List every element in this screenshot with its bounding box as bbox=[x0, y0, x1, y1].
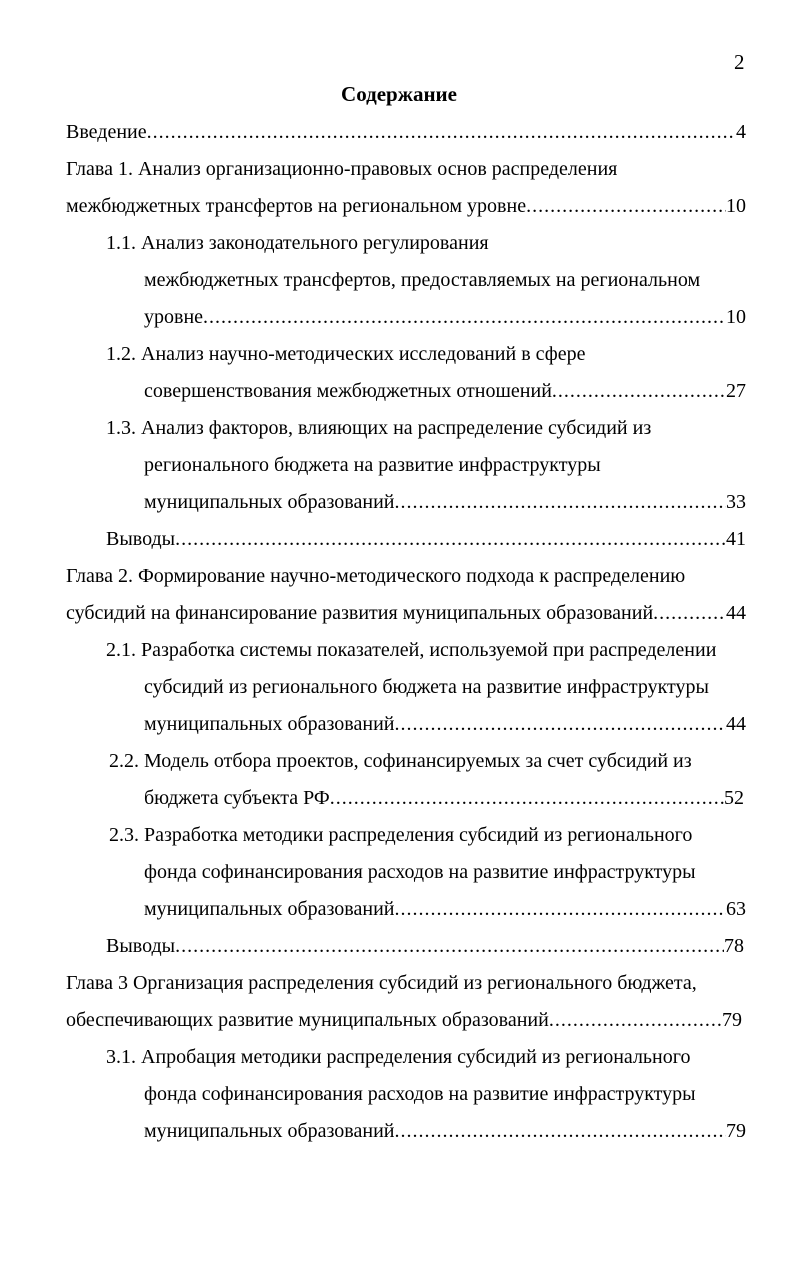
toc-entry-text: муниципальных образований bbox=[144, 491, 395, 513]
toc-leader-dots bbox=[175, 931, 724, 961]
toc-section-1-1-line-2: межбюджетных трансфертов, предоставляемых на региональном bbox=[144, 269, 701, 291]
toc-line-text: Модель отбора проектов, софинансируемых за счет субсидий из bbox=[144, 750, 692, 772]
toc-section-3-1-line-2: фонда софинансирования расходов на развитие инфраструктуры bbox=[144, 1083, 696, 1105]
toc-leader-dots bbox=[526, 191, 726, 221]
toc-section-2-2-line bbox=[109, 746, 692, 776]
toc-entry-text: совершенствования межбюджетных отношений bbox=[144, 380, 552, 402]
toc-entry-text: Выводы bbox=[106, 528, 176, 550]
toc-entry-page: 10 bbox=[726, 306, 746, 328]
page-number: 2 bbox=[734, 50, 745, 74]
toc-entry-section-2-2[interactable] bbox=[144, 783, 744, 813]
toc-chapter-1-line: Глава 1. Анализ организационно-правовых основ распределения bbox=[66, 158, 618, 180]
toc-chapter-2-line: Глава 2. Формирование научно-методического подхода к распределению bbox=[66, 565, 686, 587]
toc-entry-page: 41 bbox=[726, 528, 746, 550]
toc-entry-section-1-3[interactable] bbox=[144, 487, 746, 517]
toc-entry-text: Введение bbox=[66, 121, 147, 143]
toc-section-2-1-line-2: субсидий из регионального бюджета на развитие инфраструктуры bbox=[144, 676, 709, 698]
toc-line-text: Анализ законодательного регулирования bbox=[141, 232, 489, 254]
toc-entry-section-1-1[interactable] bbox=[144, 302, 746, 332]
toc-entry-introduction[interactable] bbox=[66, 117, 746, 147]
toc-chapter-3-line: Глава 3 Организация распределения субсидий из регионального бюджета, bbox=[66, 972, 697, 994]
toc-section-number: 2.3. bbox=[109, 824, 139, 846]
toc-entry-text: межбюджетных трансфертов на региональном уровне bbox=[66, 195, 527, 217]
toc-line-text: Разработка системы показателей, используемой при распределении bbox=[141, 639, 717, 661]
toc-entry-text: муниципальных образований bbox=[144, 713, 395, 735]
toc-section-number: 1.3. bbox=[106, 417, 136, 439]
toc-leader-dots bbox=[147, 117, 736, 147]
toc-entry-chapter-1[interactable] bbox=[66, 191, 746, 221]
toc-section-1-1-line bbox=[106, 228, 489, 258]
toc-line-text: Анализ научно-методических исследований в сфере bbox=[141, 343, 586, 365]
toc-entry-text: муниципальных образований bbox=[144, 898, 395, 920]
toc-section-number: 1.1. bbox=[106, 232, 136, 254]
toc-section-2-3-line bbox=[109, 820, 692, 850]
toc-entry-page: 44 bbox=[726, 602, 746, 624]
toc-title: Содержание bbox=[341, 82, 457, 106]
toc-leader-dots bbox=[203, 302, 726, 332]
toc-entry-page: 52 bbox=[724, 787, 744, 809]
toc-leader-dots bbox=[549, 1005, 722, 1035]
toc-entry-text: Выводы bbox=[106, 935, 176, 957]
toc-section-2-1-line bbox=[106, 635, 716, 665]
toc-entry-page: 63 bbox=[726, 898, 746, 920]
toc-entry-text: бюджета субъекта РФ bbox=[144, 787, 330, 809]
toc-section-number: 2.2. bbox=[109, 750, 139, 772]
toc-leader-dots bbox=[330, 783, 724, 813]
toc-entry-page: 27 bbox=[726, 380, 746, 402]
toc-entry-text: уровне bbox=[144, 306, 204, 328]
toc-leader-dots bbox=[552, 376, 726, 406]
toc-entry-page: 78 bbox=[724, 935, 744, 957]
toc-entry-text: субсидий на финансирование развития муниципальных образований bbox=[66, 602, 654, 624]
toc-entry-page: 44 bbox=[726, 713, 746, 735]
toc-entry-chapter-2[interactable] bbox=[66, 598, 746, 628]
toc-leader-dots bbox=[175, 524, 726, 554]
toc-leader-dots bbox=[394, 1116, 726, 1146]
toc-entry-section-2-1[interactable] bbox=[144, 709, 746, 739]
toc-leader-dots bbox=[394, 487, 726, 517]
toc-entry-page: 4 bbox=[736, 121, 746, 143]
toc-entry-conclusions-2[interactable] bbox=[106, 931, 744, 961]
toc-leader-dots bbox=[394, 709, 726, 739]
toc-line-text: Разработка методики распределения субсидий из регионального bbox=[144, 824, 693, 846]
toc-section-2-3-line-2: фонда софинансирования расходов на развитие инфраструктуры bbox=[144, 861, 696, 883]
toc-entry-page: 79 bbox=[722, 1009, 742, 1031]
toc-leader-dots bbox=[653, 598, 726, 628]
toc-entry-page: 33 bbox=[726, 491, 746, 513]
toc-section-number: 3.1. bbox=[106, 1046, 136, 1068]
toc-line-text: Анализ факторов, влияющих на распределение субсидий из bbox=[141, 417, 652, 439]
toc-leader-dots bbox=[394, 894, 726, 924]
toc-section-1-2-line bbox=[106, 339, 585, 369]
toc-line-text: Апробация методики распределения субсидий из регионального bbox=[141, 1046, 691, 1068]
toc-entry-section-3-1[interactable] bbox=[144, 1116, 746, 1146]
toc-section-1-3-line bbox=[106, 413, 651, 443]
toc-entry-page: 79 bbox=[726, 1120, 746, 1142]
toc-section-number: 1.2. bbox=[106, 343, 136, 365]
toc-entry-section-1-2[interactable] bbox=[144, 376, 746, 406]
toc-section-1-3-line-2: регионального бюджета на развитие инфраструктуры bbox=[144, 454, 601, 476]
toc-entry-conclusions-1[interactable] bbox=[106, 524, 746, 554]
toc-section-number: 2.1. bbox=[106, 639, 136, 661]
toc-entry-section-2-3[interactable] bbox=[144, 894, 746, 924]
toc-entry-text: обеспечивающих развитие муниципальных образований bbox=[66, 1009, 549, 1031]
toc-entry-text: муниципальных образований bbox=[144, 1120, 395, 1142]
toc-entry-chapter-3[interactable] bbox=[66, 1005, 742, 1035]
toc-section-3-1-line bbox=[106, 1042, 690, 1072]
toc-entry-page: 10 bbox=[726, 195, 746, 217]
